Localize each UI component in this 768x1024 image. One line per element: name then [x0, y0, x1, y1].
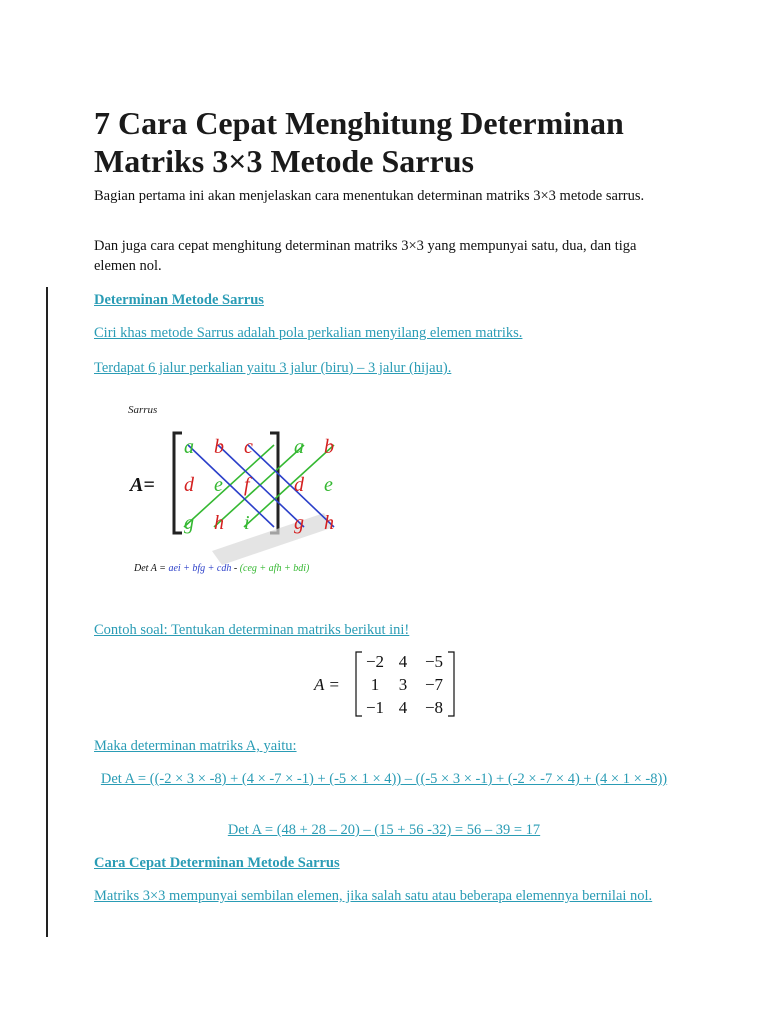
cell-r3-c3: −8 [424, 698, 444, 717]
link-jalur-perkalian[interactable]: Terdapat 6 jalur perkalian yaitu 3 jalur (biru) – 3 jalur (hijau). [94, 360, 452, 376]
margin-rule [46, 287, 48, 937]
intro-paragraph-2: Dan juga cara cepat menghitung determinan matriks 3×3 yang mempunyai satu, dua, dan tiga elemen nol. [94, 238, 637, 274]
cell-r3-c1: −1 [365, 698, 385, 717]
section-heading-sarrus[interactable]: Determinan Metode Sarrus [94, 292, 264, 308]
cell-r2-c2: 3 [398, 675, 408, 694]
letter-b2: b [324, 436, 334, 458]
det-calculation-2[interactable]: Det A = (48 + 28 – 20) – (15 + 56 -32) = 56 – 39 = 17 [227, 822, 541, 838]
letter-g1: g [184, 512, 194, 534]
letter-g2: g [294, 512, 304, 534]
link-maka-determinan[interactable]: Maka determinan matriks A, yaitu: [94, 738, 297, 754]
letter-e2: e [324, 474, 333, 496]
link-matriks-nol[interactable]: Matriks 3×3 mempunyai sembilan elemen, jika salah satu atau beberapa elemennya bernilai nol. [94, 888, 653, 904]
example-left-bracket [356, 652, 362, 716]
formula-dash: - [233, 563, 240, 574]
sarrus-diagram [124, 395, 376, 605]
formula-prefix: Det A = [134, 563, 169, 574]
intro-paragraph-1: Bagian pertama ini akan menjelaskan cara menentukan determinan matriks 3×3 metode sarrus. [94, 188, 645, 204]
cell-r1-c2: 4 [398, 652, 408, 671]
letter-d1: d [184, 474, 194, 496]
page-title: 7 Cara Cepat Menghitung Determinan Matriks 3×3 Metode Sarrus [94, 105, 624, 179]
example-right-bracket [448, 652, 454, 716]
letter-h1: h [214, 512, 224, 534]
watermark-band [212, 513, 334, 565]
cell-r2-c3: −7 [424, 675, 444, 694]
section-heading-cara-cepat[interactable]: Cara Cepat Determinan Metode Sarrus [94, 855, 340, 871]
sarrus-label: Sarrus [128, 404, 158, 416]
letter-a2: a [294, 436, 304, 458]
link-ciri-khas[interactable]: Ciri khas metode Sarrus adalah pola perkalian menyilang elemen matriks. [94, 325, 523, 341]
cell-r3-c2: 4 [398, 698, 408, 717]
letter-h2: h [324, 512, 334, 534]
letter-b1: b [214, 436, 224, 458]
matrix-a-label: A= [130, 474, 155, 496]
sarrus-diagram-svg [124, 395, 376, 605]
letter-e1: e [214, 474, 223, 496]
letter-i1: i [244, 512, 250, 534]
example-matrix [300, 648, 470, 720]
cell-r2-c1: 1 [370, 675, 380, 694]
example-matrix-label: A = [314, 675, 340, 694]
letter-a1: a [184, 436, 194, 458]
cell-r1-c1: −2 [365, 652, 385, 671]
letter-d2: d [294, 474, 304, 496]
letter-f1: f [244, 474, 250, 496]
det-calculation-1[interactable]: Det A = ((-2 × 3 × -8) + (4 × -7 × -1) + (-5 × 1 × 4)) – ((-5 × 3 × -1) + (-2 × -7 × 4) + (4 × 1 × -8)) [100, 771, 668, 787]
formula-positive: aei + bfg + cdh [168, 563, 232, 574]
left-bracket [174, 433, 182, 533]
sarrus-formula [133, 563, 310, 574]
link-contoh-soal[interactable]: Contoh soal: Tentukan determinan matriks berikut ini! [94, 622, 410, 638]
cell-r1-c3: −5 [424, 652, 444, 671]
formula-negative: (ceg + afh + bdi) [239, 563, 310, 574]
letter-c1: c [244, 436, 253, 458]
